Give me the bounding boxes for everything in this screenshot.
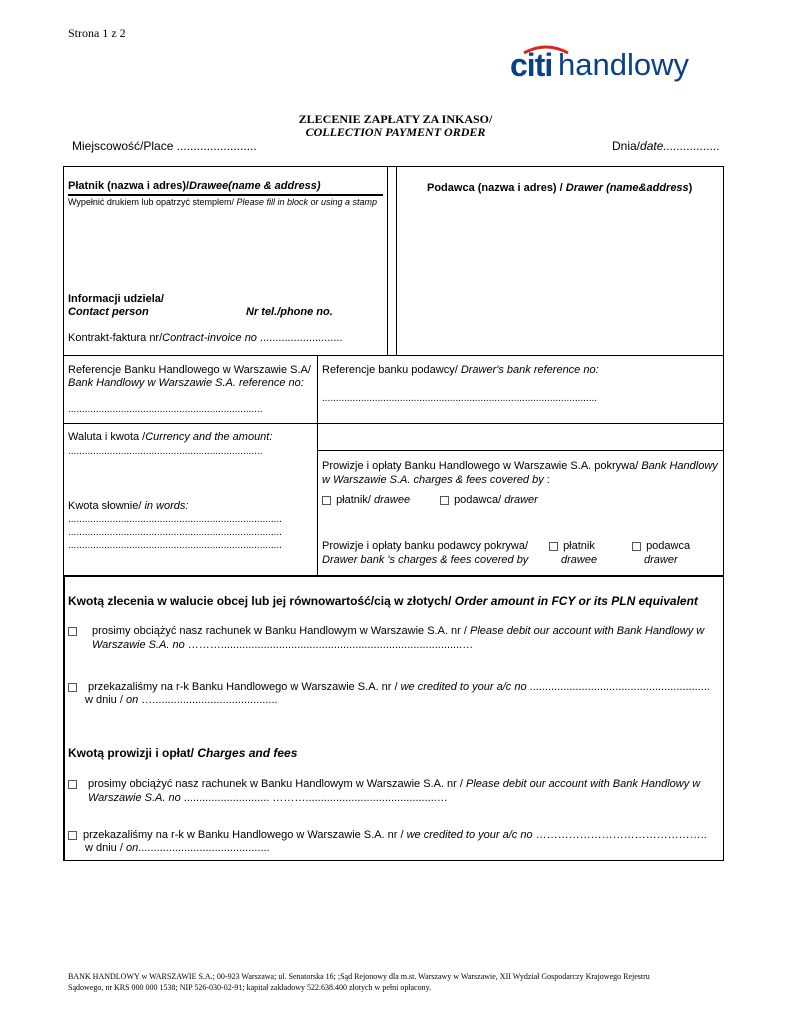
amount-in-words-field-3[interactable]: ............................................................................. — [68, 540, 282, 551]
page-number: Strona 1 z 2 — [68, 26, 126, 40]
charges-credit-date[interactable]: w dniu / on........................................... — [85, 842, 270, 854]
checkbox-icon — [68, 683, 77, 692]
footer-line-1: BANK HANDLOWY w WARSZAWIE S.A.; 00-923 Warszawa; ul. Senatorska 16; ;Sąd Rejonowy dla m.st. Warszawy w Warszawie, XII Wydział Gospodarczy Krajowego Rejestru — [68, 972, 650, 981]
footer — [68, 971, 728, 993]
checkbox-icon — [68, 627, 77, 636]
drawer-bank-fees-label-en: Drawer bank 's charges & fees covered by — [322, 554, 529, 566]
drawer-bank-fees-drawee-checkbox[interactable]: płatnik drawee — [549, 539, 597, 567]
checkbox-icon — [68, 831, 77, 840]
footer-line-2: Sądowego, nr KRS 000 000 1538; NIP 526-030-02-91; kapitał zakładowy 522.638.400 złotych w pełni opłacony. — [68, 983, 432, 992]
title-pl: ZLECENIE ZAPŁATY ZA INKASO/ — [298, 112, 493, 126]
checkbox-icon — [632, 542, 641, 551]
amount-in-words-label: Kwota słownie/ in words: — [68, 500, 189, 512]
amount-in-words-field-2[interactable]: ............................................................................. — [68, 527, 282, 538]
bh-reference-label-pl: Referencje Banku Handlowego w Warszawie S.A/ — [68, 364, 311, 376]
drawer-bank-fees-drawer-checkbox[interactable]: podawca drawer — [632, 539, 690, 567]
order-credit-date[interactable]: w dniu / on …......................................... — [85, 694, 278, 706]
checkbox-icon — [440, 496, 449, 505]
drawer-bank-reference-label: Referencje banku podawcy/ Drawer's bank reference no: — [322, 364, 599, 376]
bh-reference-label-en: Bank Handlowy w Warszawie S.A. reference no: — [68, 377, 304, 389]
charges-debit-text[interactable]: prosimy obciążyć nasz rachunek w Banku Handlowym w Warszawie S.A. nr / Please debit our account with Bank Handlowy w Warszawie S.A. no ............................ ………...........................................… — [88, 778, 701, 804]
citi-handlowy-logo — [510, 43, 689, 88]
order-credit-text[interactable]: przekazaliśmy na r-k Banku Handlowego w Warszawie S.A. nr / we credited to your a/c no ........................................................... — [88, 681, 710, 693]
title-en: COLLECTION PAYMENT ORDER — [305, 125, 486, 139]
currency-amount-field[interactable]: ...................................................................... — [68, 446, 263, 457]
bh-reference-field[interactable]: ...................................................................... — [68, 404, 263, 415]
contract-invoice-field[interactable]: Kontrakt-faktura nr/Contract-invoice no ........................... — [68, 332, 343, 344]
charges-credit-checkbox[interactable] — [68, 828, 79, 842]
order-debit-text[interactable]: prosimy obciążyć nasz rachunek w Banku Handlowym w Warszawie S.A. nr / Please debit our account with Bank Handlowy w Warszawie S.A. no ………...............................................................................… — [92, 625, 705, 651]
date-field[interactable] — [612, 139, 720, 153]
charges-debit-checkbox[interactable] — [68, 777, 79, 791]
drawer-bank-fees-label-pl: Prowizje i opłaty banku podawcy pokrywa/ — [322, 540, 529, 552]
logo-citi-text: citi — [510, 47, 553, 83]
drawer-label: Podawca (nazwa i adres) / Drawer (name&address) — [427, 182, 693, 194]
drawee-underline — [68, 194, 383, 196]
drawer-input-area[interactable] — [400, 200, 720, 350]
bh-fees-label: Prowizje i opłaty Banku Handlowego w Warszawie S.A. pokrywa/ Bank Handlowy w Warszawie S.A. charges & fees covered by : — [322, 460, 718, 486]
drawer-bank-reference-field[interactable]: ................................................................................................... — [322, 393, 598, 404]
place-field[interactable]: Miejscowość/Place ........................ — [72, 139, 257, 153]
order-credit-checkbox[interactable] — [68, 680, 79, 694]
checkbox-icon — [549, 542, 558, 551]
bh-fees-drawee-checkbox[interactable]: płatnik/ drawee — [322, 493, 410, 507]
contact-label-pl: Informacji udziela/ — [68, 293, 164, 305]
charges-heading: Kwotą prowizji i opłat/ Charges and fees — [68, 746, 298, 760]
checkbox-icon — [322, 496, 331, 505]
order-debit-checkbox[interactable] — [68, 624, 79, 638]
bh-fees-drawer-checkbox[interactable]: podawca/ drawer — [440, 493, 538, 507]
drawee-hint: Wypełnić drukiem lub opatrzyć stemplem/ Please fill in block or using a stamp — [68, 197, 378, 207]
amount-in-words-field-1[interactable]: ............................................................................. — [68, 514, 282, 525]
phone-label: Nr tel./phone no. — [246, 306, 333, 318]
currency-amount-label: Waluta i kwota /Currency and the amount: — [68, 431, 273, 443]
form-bottom-box — [63, 576, 724, 861]
contact-label-en: Contact person — [68, 306, 149, 318]
drawee-label: Płatnik (nazwa i adres)/Drawee(name & address) — [68, 180, 321, 192]
order-amount-heading: Kwotą zlecenia w walucie obcej lub jej równowartość/cią w złotych/ Order amount in FCY or its PLN equivalent — [68, 594, 698, 608]
drawee-input-area[interactable] — [68, 200, 380, 288]
charges-credit-text[interactable]: przekazaliśmy na r-k w Banku Handlowego w Warszawie S.A. nr / we credited to your a/c no ……………………………………….. — [83, 829, 707, 841]
date-label-pl: Dnia/ — [612, 139, 641, 153]
date-label-en: date................. — [640, 139, 721, 153]
checkbox-icon — [68, 780, 77, 789]
logo-handlowy-text: handlowy — [558, 47, 689, 82]
